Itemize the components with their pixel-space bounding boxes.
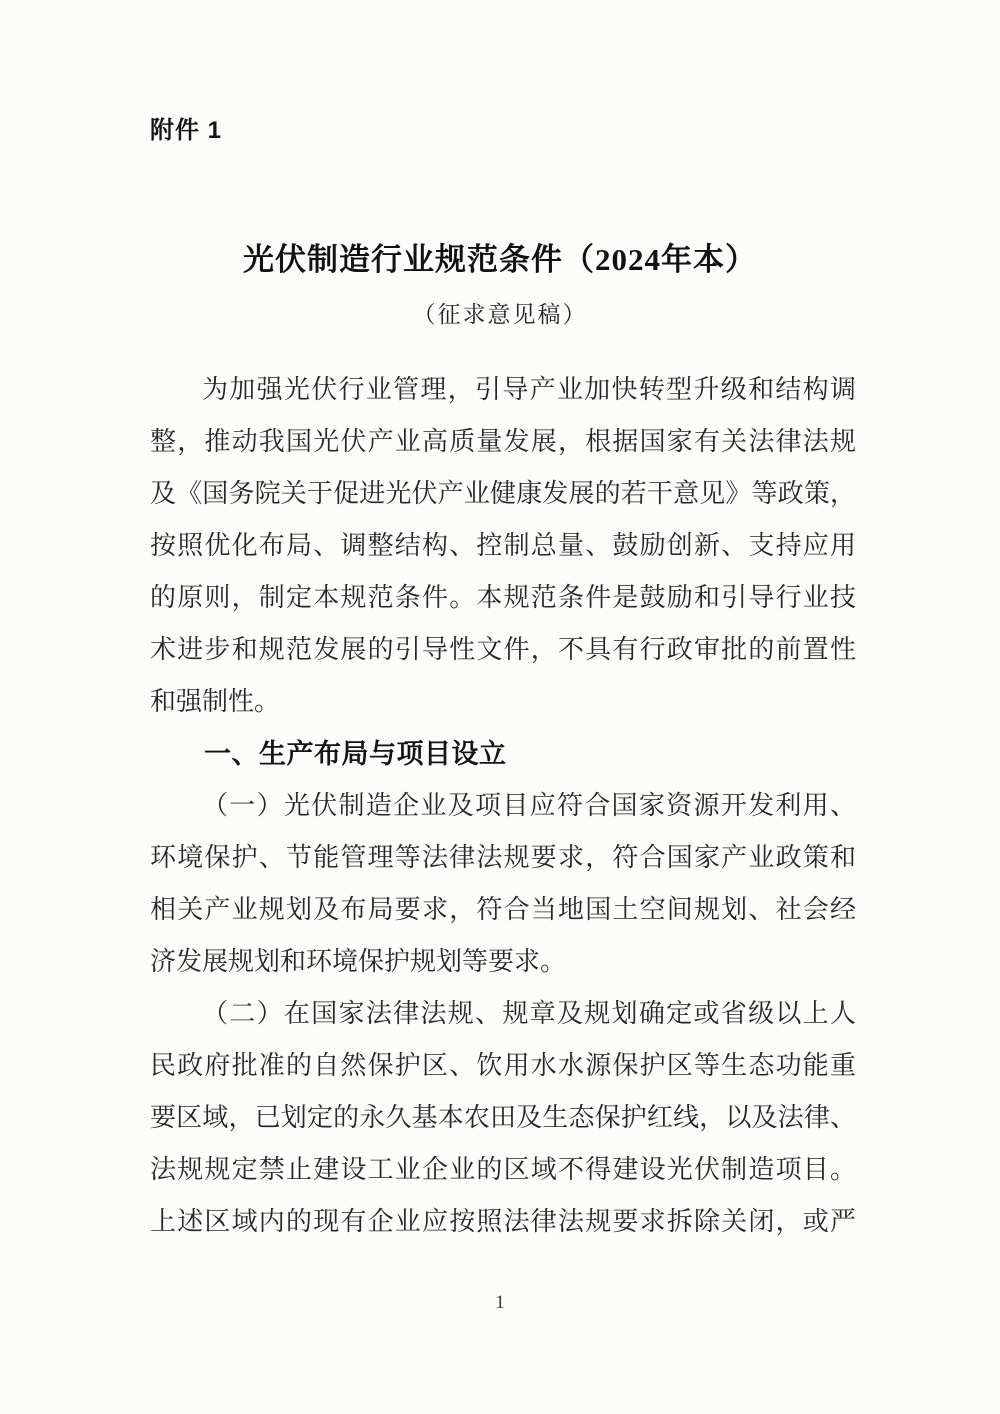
paragraph-line: 相关产业规划及布局要求，符合当地国土空间规划、社会经 — [150, 895, 856, 924]
paragraph-line: 的原则，制定本规范条件。本规范条件是鼓励和引导行业技 — [150, 583, 856, 612]
paragraph-line: 及《国务院关于促进光伏产业健康发展的若干意见》等政策， — [150, 479, 856, 508]
document-title: 光伏制造行业规范条件（2024年本） — [243, 242, 757, 277]
paragraph-item-2 — [150, 988, 856, 1248]
paragraph-line: 和强制性。 — [150, 687, 281, 716]
paragraph-line: 上述区域内的现有企业应按照法律法规要求拆除关闭，或严 — [150, 1207, 856, 1236]
paragraph-line: 术进步和规范发展的引导性文件，不具有行政审批的前置性 — [150, 635, 856, 664]
paragraph-intro — [150, 364, 856, 728]
paragraph-line: 民政府批准的自然保护区、饮用水水源保护区等生态功能重 — [150, 1051, 856, 1080]
paragraph-item-1 — [150, 780, 856, 988]
paragraph-line: 整，推动我国光伏产业高质量发展，根据国家有关法律法规 — [150, 427, 856, 456]
paragraph-line: 法规规定禁止建设工业企业的区域不得建设光伏制造项目。 — [150, 1155, 856, 1184]
document-body — [150, 364, 856, 1248]
page-number: 1 — [495, 1292, 505, 1313]
document-subtitle: （征求意见稿） — [412, 302, 588, 327]
section-heading-1: 一、生产布局与项目设立 — [204, 739, 507, 769]
paragraph-line: （二）在国家法律法规、规章及规划确定或省级以上人 — [202, 999, 856, 1028]
paragraph-line: 为加强光伏行业管理，引导产业加快转型升级和结构调 — [202, 375, 856, 404]
attachment-label: 附件 1 — [150, 117, 223, 144]
paragraph-line: 济发展规划和环境保护规划等要求。 — [150, 947, 567, 976]
paragraph-line: （一）光伏制造企业及项目应符合国家资源开发利用、 — [202, 791, 856, 820]
paragraph-line: 按照优化布局、调整结构、控制总量、鼓励创新、支持应用 — [150, 531, 856, 560]
paragraph-line: 环境保护、节能管理等法律法规要求，符合国家产业政策和 — [150, 843, 856, 872]
paragraph-line: 要区域，已划定的永久基本农田及生态保护红线，以及法律、 — [150, 1103, 856, 1132]
